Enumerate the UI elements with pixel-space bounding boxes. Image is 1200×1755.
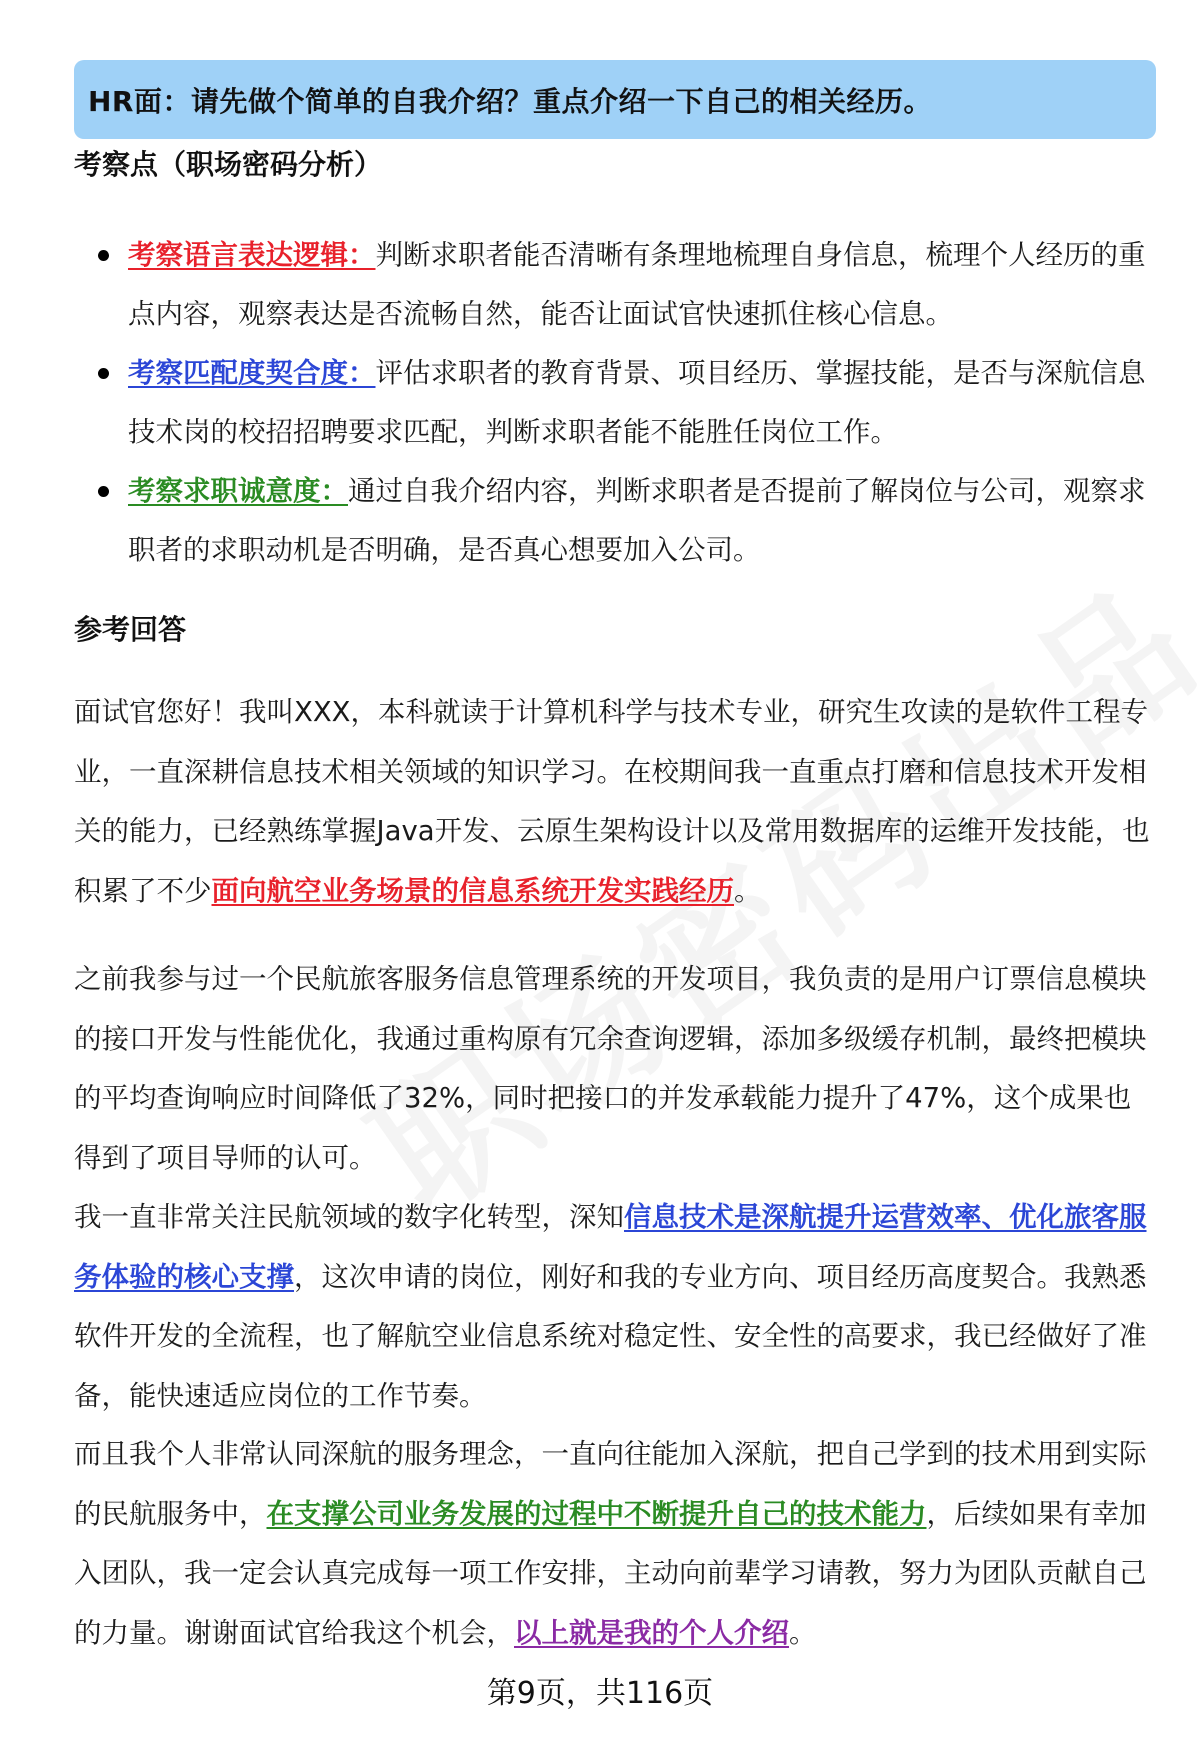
point-label: 考察匹配度契合度： <box>128 357 376 389</box>
point-text: 评估求职者的教育背景、项目经历、掌握技能，是否与深航信息技术岗的校招招聘要求匹配，判断求职者能不能胜任岗位工作。 <box>128 357 1146 448</box>
paragraph-end: 。 <box>734 874 762 907</box>
bullet-icon <box>98 368 109 379</box>
analysis-heading: 考察点（职场密码分析） <box>74 148 383 181</box>
list-item <box>74 462 1154 580</box>
question-text: HR面：请先做个简单的自我介绍？重点介绍一下自己的相关经历。 <box>88 84 932 118</box>
point-text: 通过自我介绍内容，判断求职者是否提前了解岗位与公司，观察求职者的求职动机是否明确，是否真心想要加入公司。 <box>128 475 1146 566</box>
paragraph-text: 而且我个人非常认同深航的服务理念，一直向往能加入深航，把自己学到的技术用到实际的民航服务中， <box>74 1438 1147 1530</box>
bullet-icon <box>98 486 109 497</box>
highlight-text: 面向航空业务场景的信息系统开发实践经历 <box>211 874 734 907</box>
answer-heading: 参考回答 <box>74 613 187 646</box>
list-item <box>74 226 1154 344</box>
question-banner <box>74 60 1156 139</box>
bullet-icon <box>98 250 109 261</box>
answer-paragraph-2 <box>74 950 1156 1188</box>
paragraph-text: ，后续如果有幸加入团队，我一定会认真完成每一项工作安排，主动向前辈学习请教，努力为团队贡献自己的力量。谢谢面试官给我这个机会， <box>74 1497 1147 1649</box>
paragraph-text: 之前我参与过一个民航旅客服务信息管理系统的开发项目，我负责的是用户订票信息模块的接口开发与性能优化，我通过重构原有冗余查询逻辑，添加多级缓存机制，最终把模块的平均查询响应时间降低了32%，同时把接口的并发承载能力提升了47%，这个成果也得到了项目导师的认可。 <box>74 963 1147 1174</box>
point-text: 判断求职者能否清晰有条理地梳理自身信息，梳理个人经历的重点内容，观察表达是否流畅自然，能否让面试官快速抓住核心信息。 <box>128 239 1146 330</box>
answer-paragraph-4 <box>74 1425 1156 1663</box>
highlight-text: 在支撑公司业务发展的过程中不断提升自己的技术能力 <box>266 1497 927 1530</box>
answer-paragraph-1 <box>74 683 1156 921</box>
highlight-text: 信息技术是深航提升运营效率、优化旅客服务体验的核心支撑 <box>74 1201 1147 1293</box>
answer-paragraph-3 <box>74 1188 1156 1426</box>
point-label: 考察语言表达逻辑： <box>128 239 376 271</box>
highlight-text: 以上就是我的个人介绍 <box>514 1616 789 1649</box>
paragraph-end: ，这次申请的岗位，刚好和我的专业方向、项目经历高度契合。我熟悉软件开发的全流程，也了解航空业信息系统对稳定性、安全性的高要求，我已经做好了准备，能快速适应岗位的工作节奏。 <box>74 1260 1147 1412</box>
page-number: 第9页，共116页 <box>486 1676 714 1711</box>
paragraph-text: 面试官您好！我叫XXX，本科就读于计算机科学与技术专业，研究生攻读的是软件工程专业，一直深耕信息技术相关领域的知识学习。在校期间我一直重点打磨和信息技术开发相关的能力，已经熟练掌握Java开发、云原生架构设计以及常用数据库的运维开发技能，也积累了不少 <box>74 696 1150 907</box>
list-item <box>74 344 1154 462</box>
analysis-points-list <box>74 226 1154 580</box>
paragraph-text: 我一直非常关注民航领域的数字化转型，深知 <box>74 1201 624 1233</box>
point-label: 考察求职诚意度： <box>128 475 348 507</box>
paragraph-end: 。 <box>789 1616 817 1649</box>
